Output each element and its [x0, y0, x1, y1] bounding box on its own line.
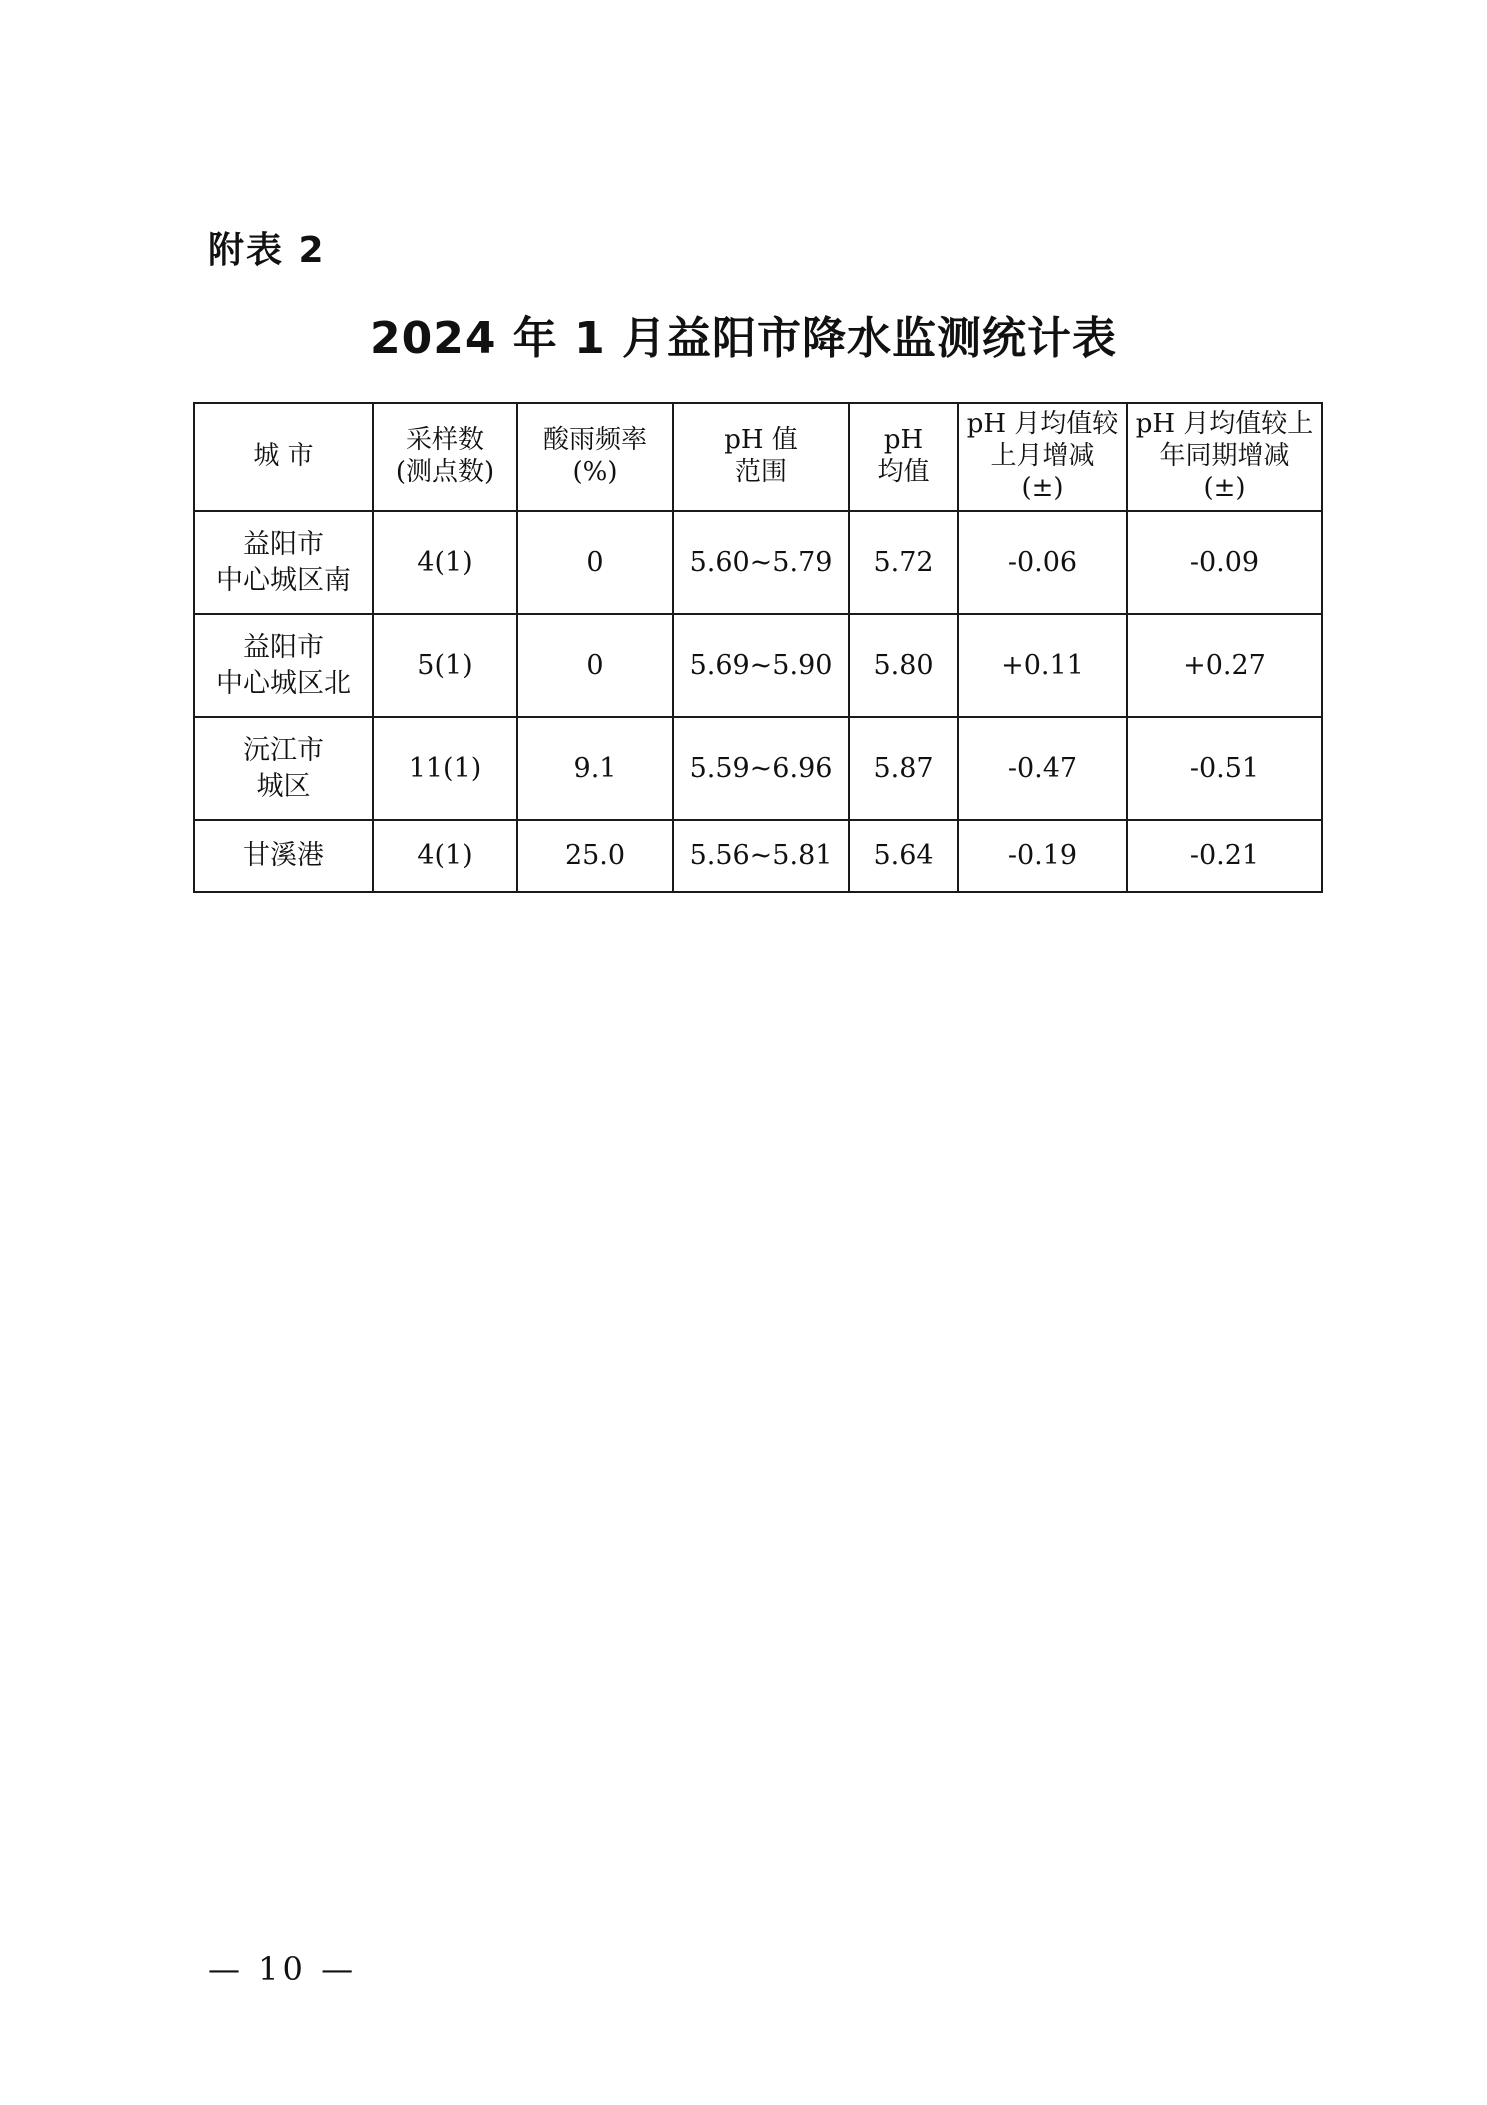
cell-ph-range: 5.60~5.79	[673, 511, 849, 614]
cell-vs-last-month: -0.06	[958, 511, 1127, 614]
cell-ph-mean: 5.64	[849, 820, 958, 892]
city-line: 沅江市	[243, 735, 324, 767]
header-line: 上月增减	[990, 441, 1095, 472]
precipitation-stats-table	[193, 402, 1323, 893]
page-number: — 10 —	[208, 1950, 358, 1988]
cell-acid-rain-frequency: 0	[517, 511, 673, 614]
header-line: 采样数	[405, 425, 484, 456]
cell-acid-rain-frequency: 25.0	[517, 820, 673, 892]
document-title: 2024 年 1 月益阳市降水监测统计表	[369, 313, 1118, 364]
header-line: 城 市	[253, 441, 314, 472]
cell-ph-range: 5.59~6.96	[673, 717, 849, 820]
cell-city	[194, 820, 373, 892]
cell-samples: 5(1)	[373, 614, 517, 717]
cell-samples: 4(1)	[373, 820, 517, 892]
city-line: 中心城区南	[216, 564, 351, 596]
table-row	[194, 717, 1322, 820]
table-row	[194, 511, 1322, 614]
header-line: pH 月均值较上	[1135, 409, 1314, 440]
cell-ph-range: 5.69~5.90	[673, 614, 849, 717]
city-line: 益阳市	[243, 529, 324, 561]
cell-ph-range: 5.56~5.81	[673, 820, 849, 892]
cell-samples: 4(1)	[373, 511, 517, 614]
header-line: 酸雨频率	[542, 425, 647, 456]
header-line: (±)	[1203, 472, 1246, 503]
cell-acid-rain-frequency: 0	[517, 614, 673, 717]
header-line: 年同期增减	[1159, 441, 1290, 472]
header-city	[194, 403, 373, 511]
city-line: 益阳市	[243, 632, 324, 664]
cell-vs-last-month: +0.11	[958, 614, 1127, 717]
header-acid-rain-frequency	[517, 403, 673, 511]
cell-city	[194, 511, 373, 614]
cell-ph-mean: 5.72	[849, 511, 958, 614]
cell-ph-mean: 5.87	[849, 717, 958, 820]
table-row	[194, 820, 1322, 892]
cell-city	[194, 614, 373, 717]
city-line: 中心城区北	[216, 667, 351, 699]
cell-city	[194, 717, 373, 820]
cell-ph-mean: 5.80	[849, 614, 958, 717]
cell-vs-last-year: -0.21	[1127, 820, 1322, 892]
header-line: pH	[883, 425, 924, 456]
header-line: pH 月均值较	[966, 409, 1119, 440]
city-line: 甘溪港	[243, 840, 324, 872]
header-ph-mean	[849, 403, 958, 511]
header-samples	[373, 403, 517, 511]
cell-vs-last-year: -0.51	[1127, 717, 1322, 820]
header-line: (测点数)	[395, 457, 495, 487]
appendix-label: 附表 2	[208, 230, 326, 271]
table-header-row	[194, 403, 1322, 511]
city-line: 城区	[256, 770, 311, 802]
header-line: pH 值	[724, 425, 798, 456]
cell-samples: 11(1)	[373, 717, 517, 820]
header-line: 范围	[734, 457, 787, 487]
cell-vs-last-year: +0.27	[1127, 614, 1322, 717]
cell-acid-rain-frequency: 9.1	[517, 717, 673, 820]
header-ph-range	[673, 403, 849, 511]
cell-vs-last-month: -0.47	[958, 717, 1127, 820]
header-line: (%)	[572, 457, 618, 487]
header-line: (±)	[1021, 472, 1064, 503]
header-vs-last-month	[958, 403, 1127, 511]
header-vs-last-year	[1127, 403, 1322, 511]
cell-vs-last-month: -0.19	[958, 820, 1127, 892]
table-row	[194, 614, 1322, 717]
cell-vs-last-year: -0.09	[1127, 511, 1322, 614]
header-line: 均值	[877, 457, 930, 487]
